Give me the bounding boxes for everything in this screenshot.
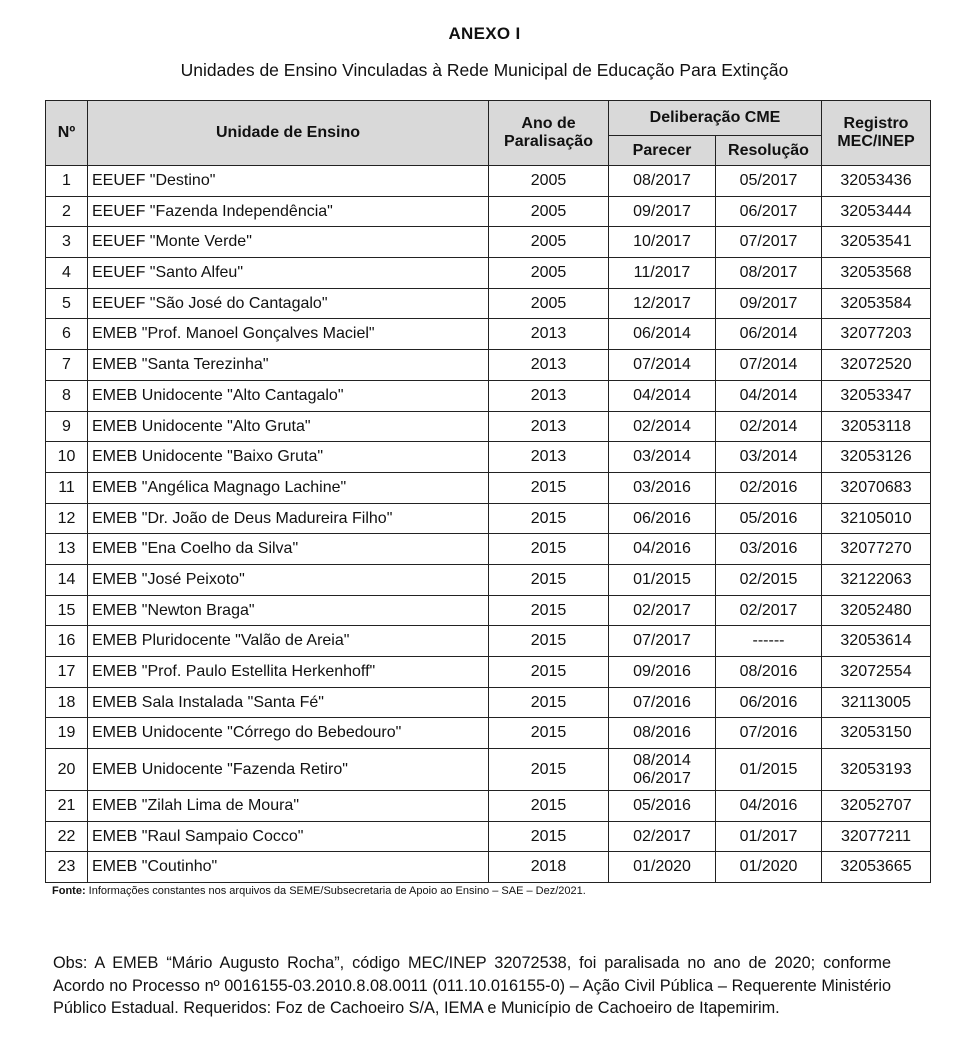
- cell-num: 15: [46, 595, 88, 626]
- cell-resolucao: 06/2014: [716, 319, 822, 350]
- cell-resolucao: 07/2016: [716, 718, 822, 749]
- source-text: Informações constantes nos arquivos da SEME/Subsecretaria de Apoio ao Ensino – SAE – Dez/2021.: [85, 885, 586, 897]
- cell-resolucao: 03/2014: [716, 442, 822, 473]
- cell-unit: EMEB "Ena Coelho da Silva": [88, 534, 489, 565]
- table-row: [46, 657, 931, 688]
- table-row: [46, 472, 931, 503]
- table-row: [46, 749, 931, 791]
- cell-year: 2005: [489, 196, 609, 227]
- cell-unit: EEUEF "São José do Cantagalo": [88, 288, 489, 319]
- table-row: [46, 227, 931, 258]
- cell-num: 12: [46, 503, 88, 534]
- cell-num: 18: [46, 687, 88, 718]
- cell-resolucao: 04/2014: [716, 380, 822, 411]
- cell-unit: EMEB Unidocente "Alto Gruta": [88, 411, 489, 442]
- table-row: [46, 350, 931, 381]
- cell-year: 2015: [489, 821, 609, 852]
- cell-unit: EMEB Sala Instalada "Santa Fé": [88, 687, 489, 718]
- observation-paragraph: Obs: A EMEB “Mário Augusto Rocha”, código MEC/INEP 32072538, foi paralisada no ano de 2020; conforme Acordo no Processo nº 0016155-03.2010.8.08.0011 (011.10.016155-0) – Ação Civil Pública – Requerente Ministério Público Estadual. Requeridos: Foz de Cachoeiro S/A, IEMA e Município de Cachoeiro de Itapemirim.: [53, 954, 891, 1017]
- cell-registro: 32070683: [822, 472, 931, 503]
- cell-registro: 32072520: [822, 350, 931, 381]
- cell-num: 17: [46, 657, 88, 688]
- cell-num: 9: [46, 411, 88, 442]
- cell-resolucao: 07/2017: [716, 227, 822, 258]
- cell-unit: EMEB "Prof. Paulo Estellita Herkenhoff": [88, 657, 489, 688]
- cell-parecer: 02/2017: [609, 821, 716, 852]
- cell-unit: EMEB "Prof. Manoel Gonçalves Maciel": [88, 319, 489, 350]
- cell-registro: 32053118: [822, 411, 931, 442]
- header-year-line1: Ano de: [521, 115, 576, 133]
- cell-resolucao: 06/2016: [716, 687, 822, 718]
- table-header: [46, 101, 931, 166]
- cell-registro: 32053444: [822, 196, 931, 227]
- cell-unit: EMEB "José Peixoto": [88, 564, 489, 595]
- cell-year: 2015: [489, 749, 609, 791]
- annex-subtitle: Unidades de Ensino Vinculadas à Rede Municipal de Educação Para Extinção: [180, 60, 789, 80]
- cell-resolucao: 01/2020: [716, 852, 822, 883]
- cell-registro: 32052480: [822, 595, 931, 626]
- cell-year: 2015: [489, 534, 609, 565]
- cell-year: 2015: [489, 564, 609, 595]
- cell-parecer: 07/2014: [609, 350, 716, 381]
- cell-resolucao: 02/2017: [716, 595, 822, 626]
- cell-parecer: 05/2016: [609, 791, 716, 822]
- table-row: [46, 380, 931, 411]
- cell-unit: EMEB "Santa Terezinha": [88, 350, 489, 381]
- cell-parecer: 06/2014: [609, 319, 716, 350]
- cell-registro: 32072554: [822, 657, 931, 688]
- cell-num: 4: [46, 258, 88, 289]
- annex-title: ANEXO I: [448, 24, 521, 43]
- cell-parecer: 03/2014: [609, 442, 716, 473]
- cell-year: 2005: [489, 288, 609, 319]
- cell-unit: EMEB Unidocente "Córrego do Bebedouro": [88, 718, 489, 749]
- cell-parecer-line2: 06/2017: [633, 769, 691, 787]
- table-row: [46, 595, 931, 626]
- cell-unit: EEUEF "Fazenda Independência": [88, 196, 489, 227]
- cell-parecer: 12/2017: [609, 288, 716, 319]
- cell-parecer: 11/2017: [609, 258, 716, 289]
- cell-resolucao: 05/2017: [716, 166, 822, 197]
- cell-unit: EMEB "Zilah Lima de Moura": [88, 791, 489, 822]
- cell-parecer: 01/2020: [609, 852, 716, 883]
- table-row: [46, 718, 931, 749]
- cell-num: 21: [46, 791, 88, 822]
- cell-parecer: [609, 749, 716, 791]
- cell-num: 8: [46, 380, 88, 411]
- cell-parecer: 04/2016: [609, 534, 716, 565]
- cell-resolucao: 08/2016: [716, 657, 822, 688]
- cell-unit: EMEB "Raul Sampaio Cocco": [88, 821, 489, 852]
- cell-num: 16: [46, 626, 88, 657]
- cell-resolucao: 07/2014: [716, 350, 822, 381]
- cell-parecer-line1: 08/2014: [633, 751, 691, 769]
- cell-registro: 32053150: [822, 718, 931, 749]
- table-row: [46, 534, 931, 565]
- cell-year: 2015: [489, 472, 609, 503]
- cell-registro: 32053193: [822, 749, 931, 791]
- table-row: [46, 564, 931, 595]
- cell-year: 2015: [489, 595, 609, 626]
- cell-unit: EMEB "Angélica Magnago Lachine": [88, 472, 489, 503]
- cell-registro: 32122063: [822, 564, 931, 595]
- cell-num: 7: [46, 350, 88, 381]
- cell-resolucao: 02/2014: [716, 411, 822, 442]
- cell-num: 22: [46, 821, 88, 852]
- cell-resolucao: 09/2017: [716, 288, 822, 319]
- cell-num: 3: [46, 227, 88, 258]
- cell-year: 2018: [489, 852, 609, 883]
- cell-num: 6: [46, 319, 88, 350]
- header-unit: Unidade de Ensino: [88, 101, 489, 166]
- cell-year: 2015: [489, 626, 609, 657]
- header-year-line2: Paralisação: [504, 133, 593, 150]
- cell-parecer: 08/2017: [609, 166, 716, 197]
- header-registro-line2: MEC/INEP: [837, 133, 915, 150]
- cell-resolucao: 05/2016: [716, 503, 822, 534]
- header-registro: [822, 101, 931, 166]
- cell-registro: 32077211: [822, 821, 931, 852]
- cell-num: 13: [46, 534, 88, 565]
- cell-registro: 32053436: [822, 166, 931, 197]
- source-note: [52, 885, 586, 897]
- cell-unit: EMEB "Newton Braga": [88, 595, 489, 626]
- cell-resolucao: 01/2017: [716, 821, 822, 852]
- cell-num: 14: [46, 564, 88, 595]
- cell-year: 2013: [489, 380, 609, 411]
- table-row: [46, 319, 931, 350]
- cell-unit: EMEB "Dr. João de Deus Madureira Filho": [88, 503, 489, 534]
- cell-num: 11: [46, 472, 88, 503]
- cell-registro: 32053614: [822, 626, 931, 657]
- table-row: [46, 196, 931, 227]
- cell-year: 2015: [489, 687, 609, 718]
- cell-parecer: 07/2016: [609, 687, 716, 718]
- cell-year: 2015: [489, 718, 609, 749]
- cell-resolucao: 03/2016: [716, 534, 822, 565]
- cell-num: 10: [46, 442, 88, 473]
- cell-registro: 32053665: [822, 852, 931, 883]
- cell-num: 2: [46, 196, 88, 227]
- header-registro-line1: Registro: [843, 115, 909, 133]
- cell-resolucao: 01/2015: [716, 749, 822, 791]
- table-row: [46, 503, 931, 534]
- cell-parecer: 09/2017: [609, 196, 716, 227]
- table-row: [46, 288, 931, 319]
- table-body: [46, 166, 931, 883]
- cell-registro: 32053568: [822, 258, 931, 289]
- cell-year: 2013: [489, 319, 609, 350]
- schools-table: [45, 100, 931, 883]
- table-row: [46, 821, 931, 852]
- table-row: [46, 442, 931, 473]
- cell-year: 2015: [489, 657, 609, 688]
- cell-registro: 32053126: [822, 442, 931, 473]
- cell-parecer: 06/2016: [609, 503, 716, 534]
- cell-year: 2005: [489, 258, 609, 289]
- table-row: [46, 166, 931, 197]
- cell-resolucao: 08/2017: [716, 258, 822, 289]
- cell-parecer: 08/2016: [609, 718, 716, 749]
- cell-unit: EEUEF "Destino": [88, 166, 489, 197]
- table-row: [46, 687, 931, 718]
- cell-parecer: 02/2017: [609, 595, 716, 626]
- cell-unit: EMEB Unidocente "Fazenda Retiro": [88, 749, 489, 791]
- cell-unit: EMEB Unidocente "Alto Cantagalo": [88, 380, 489, 411]
- cell-resolucao: 06/2017: [716, 196, 822, 227]
- cell-parecer: 09/2016: [609, 657, 716, 688]
- table-row: [46, 852, 931, 883]
- cell-registro: 32077270: [822, 534, 931, 565]
- cell-num: 20: [46, 749, 88, 791]
- cell-parecer: 10/2017: [609, 227, 716, 258]
- cell-year: 2013: [489, 350, 609, 381]
- cell-resolucao: 02/2015: [716, 564, 822, 595]
- cell-year: 2013: [489, 411, 609, 442]
- cell-registro: 32105010: [822, 503, 931, 534]
- cell-year: 2015: [489, 791, 609, 822]
- cell-year: 2005: [489, 166, 609, 197]
- cell-registro: 32053347: [822, 380, 931, 411]
- cell-parecer: 04/2014: [609, 380, 716, 411]
- cell-resolucao: 04/2016: [716, 791, 822, 822]
- table-row: [46, 626, 931, 657]
- cell-num: 5: [46, 288, 88, 319]
- cell-num: 1: [46, 166, 88, 197]
- cell-parecer: 02/2014: [609, 411, 716, 442]
- cell-registro: 32077203: [822, 319, 931, 350]
- cell-unit: EEUEF "Monte Verde": [88, 227, 489, 258]
- cell-num: 19: [46, 718, 88, 749]
- cell-registro: 32053584: [822, 288, 931, 319]
- cell-parecer: 03/2016: [609, 472, 716, 503]
- cell-unit: EMEB Pluridocente "Valão de Areia": [88, 626, 489, 657]
- cell-year: 2013: [489, 442, 609, 473]
- header-cme: Deliberação CME: [609, 101, 822, 136]
- cell-unit: EEUEF "Santo Alfeu": [88, 258, 489, 289]
- cell-unit: EMEB "Coutinho": [88, 852, 489, 883]
- table-row: [46, 411, 931, 442]
- header-resolucao: Resolução: [716, 136, 822, 166]
- header-year: [489, 101, 609, 166]
- cell-registro: 32052707: [822, 791, 931, 822]
- cell-registro: 32113005: [822, 687, 931, 718]
- cell-parecer: 01/2015: [609, 564, 716, 595]
- cell-unit: EMEB Unidocente "Baixo Gruta": [88, 442, 489, 473]
- table-row: [46, 791, 931, 822]
- table-row: [46, 258, 931, 289]
- cell-registro: 32053541: [822, 227, 931, 258]
- cell-year: 2015: [489, 503, 609, 534]
- cell-parecer: 07/2017: [609, 626, 716, 657]
- cell-resolucao: ------: [716, 626, 822, 657]
- cell-resolucao: 02/2016: [716, 472, 822, 503]
- cell-year: 2005: [489, 227, 609, 258]
- header-parecer: Parecer: [609, 136, 716, 166]
- cell-num: 23: [46, 852, 88, 883]
- source-label: Fonte:: [52, 885, 86, 897]
- header-num: Nº: [46, 101, 88, 166]
